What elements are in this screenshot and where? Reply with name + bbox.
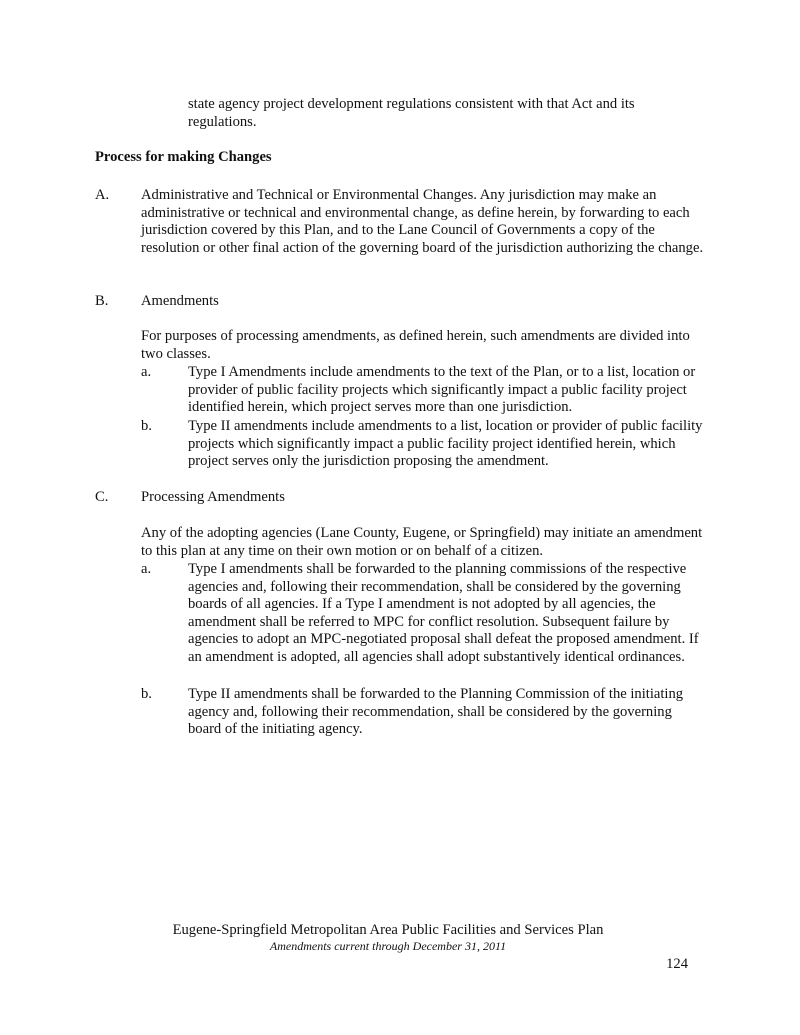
section-c-intro: Any of the adopting agencies (Lane County, Eugene, or Springfield) may initiate an amendment to this plan at any time on their own motion or on behalf of a citizen. [141,525,703,559]
section-c-title: Processing Amendments [141,489,285,505]
intro-continuation: state agency project development regulations consistent with that Act and its regulations. [188,96,635,130]
footer-subtitle: Amendments current through December 31, 2011 [269,939,507,953]
footer-title: Eugene-Springfield Metropolitan Area Public Facilities and Services Plan [172,922,604,938]
section-c-marker: C. [95,489,109,505]
section-b-item-b-marker: b. [141,418,152,434]
section-c-item-a-marker: a. [141,561,152,577]
section-b-intro: For purposes of processing amendments, as defined herein, such amendments are divided into two classes. [141,328,690,362]
section-a-marker: A. [95,187,110,203]
section-b-item-b-text: Type II amendments include amendments to a list, location or provider of public facility projects which significantly impact a public facility project identified herein, which project serves only the jurisdiction proposing the amendment. [188,418,703,470]
section-b-title: Amendments [141,293,219,309]
section-b-item-a-marker: a. [141,364,152,380]
section-heading: Process for making Changes [95,149,272,165]
page-number: 124 [666,956,688,972]
section-c-item-b-text: Type II amendments shall be forwarded to the Planning Commission of the initiating agency and, following their recommendation, shall be considered by the governing board of the initiating agency. [188,686,684,738]
section-c-item-a-text: Type I amendments shall be forwarded to the planning commissions of the respective agencies and, following their recommendation, shall be considered by the governing boards of all agencies. If a Type I amendment is not adopted by all agencies, the amendment shall be referred to MPC for conflict resolution. Subsequent failure by agencies to adopt an MPC-negotiated proposal shall defeat the proposed amendment. If an amendment is adopted, all agencies shall adopt substantively identical ordinances. [188,561,699,665]
section-b-item-a-text: Type I Amendments include amendments to the text of the Plan, or to a list, location or provider of public facility projects which significantly impact a public facility project identified herein, which project serves more than one jurisdiction. [188,364,696,416]
section-a-text: Administrative and Technical or Environmental Changes. Any jurisdiction may make an administrative or technical and environmental change, as define herein, by forwarding to each jurisdiction covered by this Plan, and to the Lane Council of Governments a copy of the resolution or other final action of the governing board of the jurisdiction authorizing the change. [141,187,704,256]
section-b-marker: B. [95,293,109,309]
section-c-item-b-marker: b. [141,686,152,702]
